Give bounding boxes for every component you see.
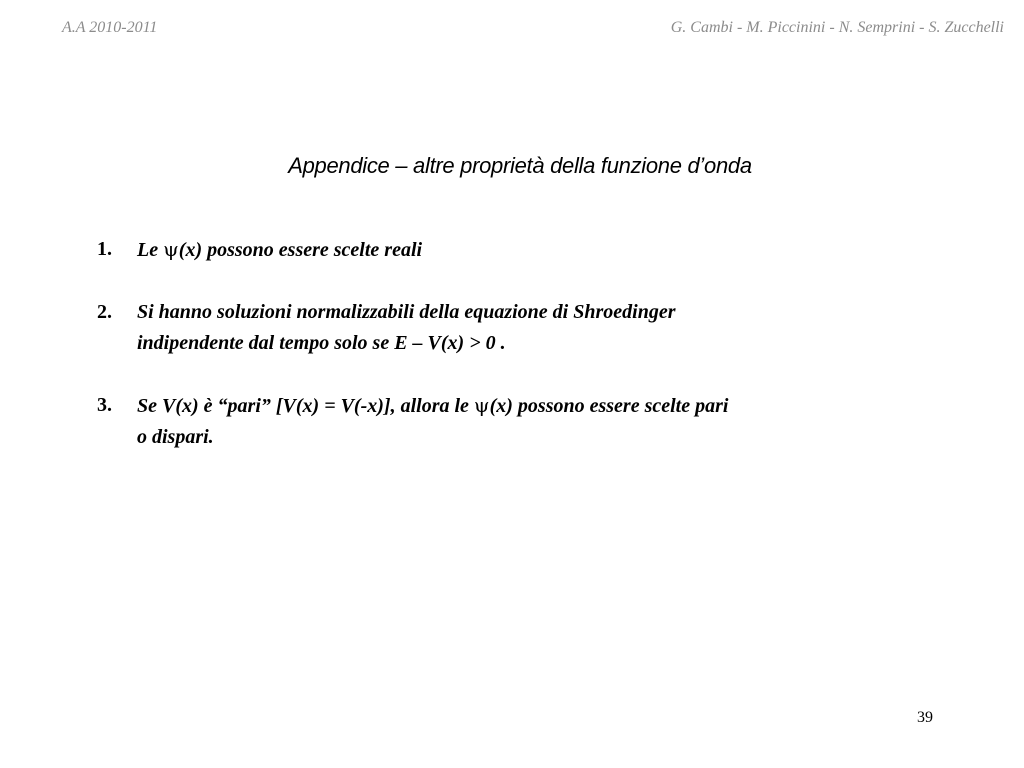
list-item-text: [137, 390, 917, 422]
list-item: [97, 390, 917, 453]
list-item-text-continued: indipendente dal tempo solo se E – V(x) > 0 .: [137, 332, 506, 354]
text-segment: (x) possono essere scelte pari: [489, 395, 729, 417]
list-item: [97, 297, 917, 359]
authors-header: G. Cambi - M. Piccinini - N. Semprini - S. Zucchelli: [670, 19, 1004, 36]
text-segment: Le: [137, 239, 164, 261]
text-segment: Se V(x) è “pari” [V(x) = V(-x)], allora le: [137, 395, 474, 417]
text-segment: (x) possono essere scelte reali: [178, 239, 423, 261]
course-year-header: A.A 2010-2011: [62, 19, 158, 36]
slide-title: Appendice – altre proprietà della funzione d’onda: [288, 153, 752, 178]
page-number: 39: [917, 709, 933, 726]
list-item-text: [137, 234, 917, 266]
properties-list: [97, 234, 917, 484]
list-item-number: 2.: [97, 301, 112, 323]
list-item-number: 1.: [97, 238, 112, 260]
list-item-text-continued: o dispari.: [137, 426, 214, 448]
psi-symbol: ψ: [163, 237, 179, 261]
list-item: [97, 234, 917, 266]
list-item-text: Si hanno soluzioni normalizzabili della equazione di Shroedinger: [137, 301, 676, 323]
psi-symbol: ψ: [473, 393, 490, 417]
list-item-number: 3.: [97, 394, 112, 416]
